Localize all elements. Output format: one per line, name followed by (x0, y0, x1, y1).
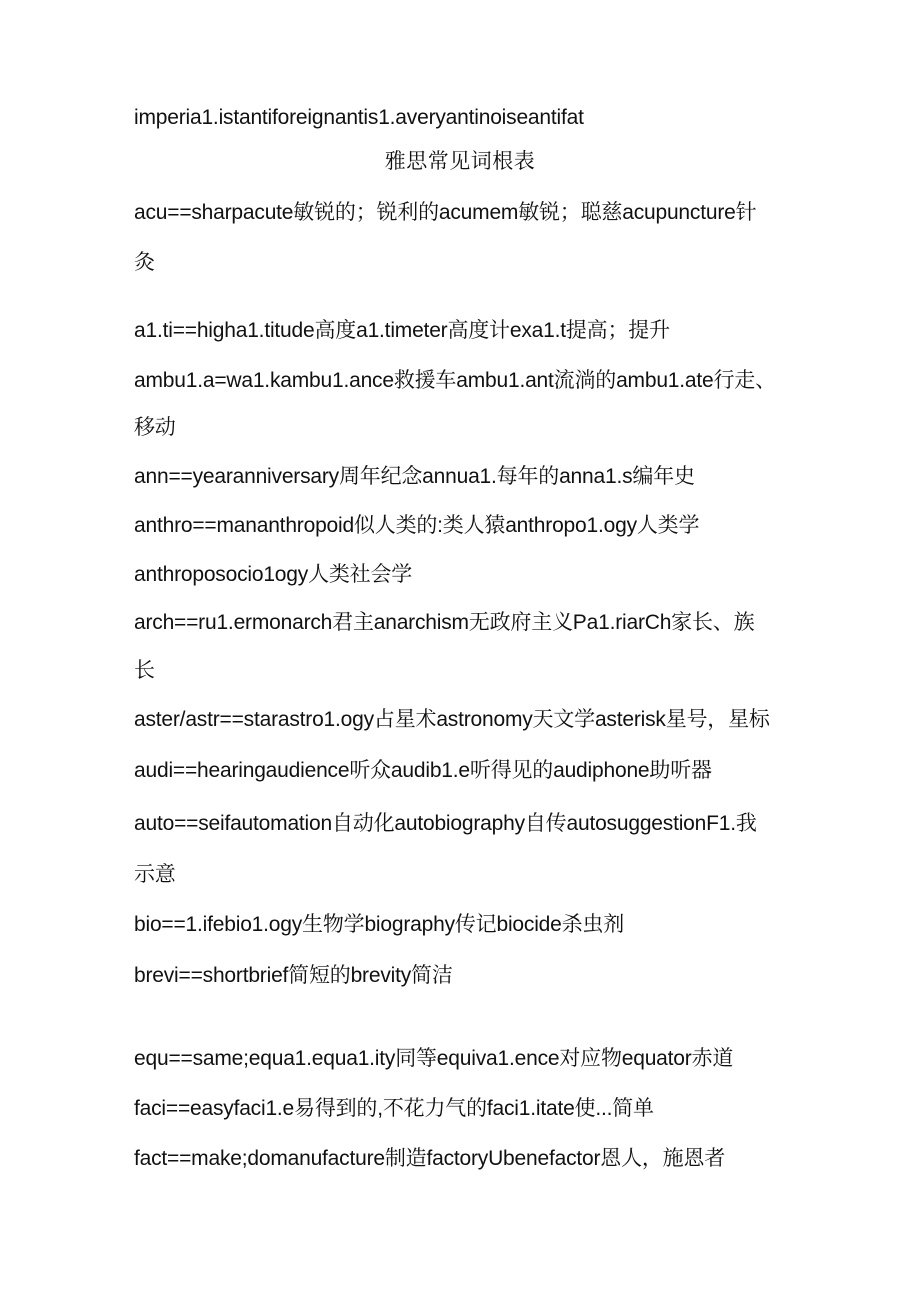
text-line: a1.ti==higha1.titude高度a1.timeter高度计exa1.t提高；提升 (134, 319, 670, 342)
text-line: ambu1.a=wa1.kambu1.ance救援车ambu1.ant流淌的ambu1.ate行走、 (134, 369, 776, 392)
text-line: bio==1.ifebio1.ogy生物学biography传记biocide杀虫剂 (134, 913, 625, 936)
text-line: auto==seifautomation自动化autobiography自传autosuggestionF1.我 (134, 812, 757, 835)
text-line: 灸 (134, 251, 155, 274)
text-line: fact==make;domanufacture制造factoryUbenefactor恩人，施恩者 (134, 1147, 726, 1170)
header-line: imperia1.istantiforeignantis1.averyantinoiseantifat (134, 106, 584, 129)
text-line: ann==yearanniversary周年纪念annua1.每年的anna1.s编年史 (134, 465, 695, 488)
text-line: arch==ru1.ermonarch君主anarchism无政府主义Pa1.riarCh家长、族 (134, 611, 755, 634)
text-line: brevi==shortbrief简短的brevity简洁 (134, 964, 453, 987)
text-line: 移动 (134, 416, 176, 439)
text-line: faci==easyfaci1.e易得到的,不花力气的faci1.itate使...简单 (134, 1097, 654, 1120)
text-line: aster/astr==starastro1.ogy占星术astronomy天文学asterisk星号，星标 (134, 708, 770, 731)
text-line: acu==sharpacute敏锐的；锐利的acumem敏锐；聪慈acupuncture针 (134, 201, 757, 224)
text-line: anthroposocio1ogy人类社会学 (134, 563, 413, 586)
text-line: anthro==mananthropoid似人类的:类人猿anthropo1.ogy人类学 (134, 514, 700, 537)
page-title: 雅思常见词根表 (384, 149, 536, 173)
text-line: audi==hearingaudience听众audib1.e听得见的audiphone助听器 (134, 759, 712, 782)
text-line: 示意 (134, 863, 176, 886)
text-line: equ==same;equa1.equa1.ity同等equiva1.ence对应物equator赤道 (134, 1047, 734, 1070)
text-line: 长 (134, 659, 155, 682)
